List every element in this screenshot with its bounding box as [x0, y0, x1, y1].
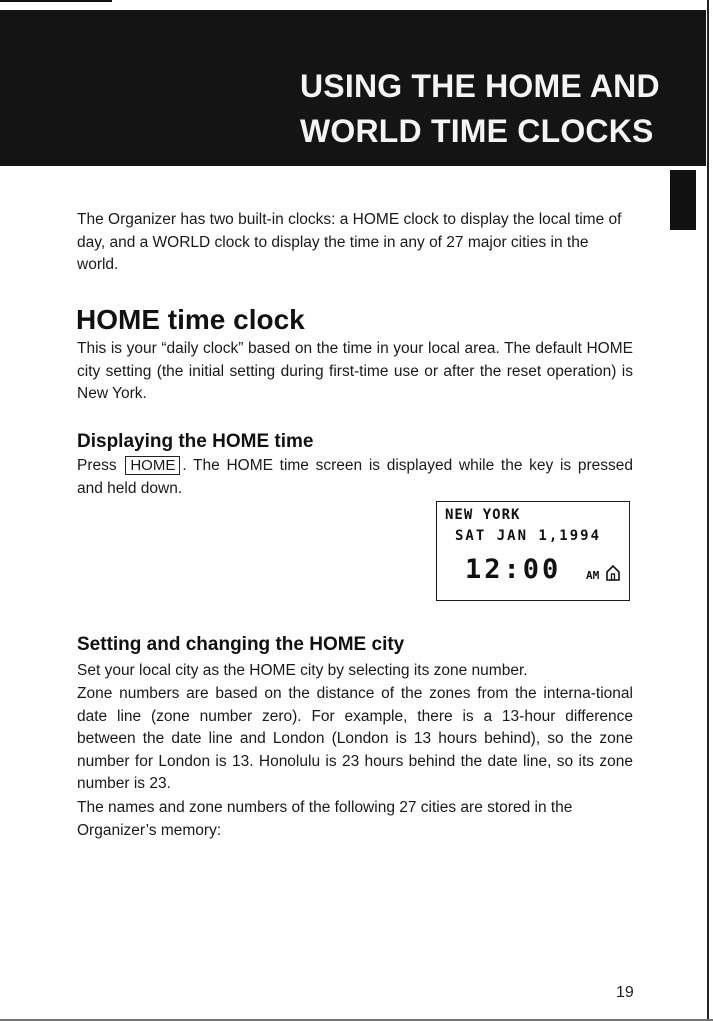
home-clock-paragraph: This is your “daily clock” based on the time in your local area. The default HOME city setting (the initial setting during first-time use or after the reset operation) is New York. [77, 340, 633, 402]
press-text: Press [77, 457, 117, 474]
home-key: HOME [125, 456, 180, 475]
section-heading-home-clock: HOME time clock [76, 304, 305, 335]
subheading-setting-home-city: Setting and changing the HOME city [77, 634, 405, 655]
setting-line-1: Set your local city as the HOME city by selecting its zone number. [77, 662, 528, 679]
lcd-date: SAT JAN 1,1994 [455, 528, 602, 544]
page-number: 19 [616, 984, 634, 1001]
lcd-city: NEW YORK [445, 507, 521, 523]
subheading-displaying-home-time: Displaying the HOME time [77, 431, 314, 452]
lcd-display-illustration [436, 501, 630, 601]
displaying-paragraph [77, 455, 633, 500]
displaying-body: . The HOME time screen is displayed while the key is pressed and held down. [77, 457, 634, 497]
chapter-banner [0, 10, 706, 166]
chapter-title: USING THE HOME AND WORLD TIME CLOCKS [300, 68, 660, 149]
home-icon [605, 564, 621, 582]
top-rule [0, 0, 112, 2]
setting-paragraph-3: The names and zone numbers of the following 27 cities are stored in the Organizer’s memory: [77, 799, 573, 839]
lcd-ampm: AM [586, 569, 600, 582]
intro-paragraph: The Organizer has two built-in clocks: a HOME clock to display the local time of day, and a WORLD clock to display the time in any of 27 major cities in the world. [77, 211, 622, 273]
chapter-side-tab [670, 170, 696, 230]
setting-paragraph-2: Zone numbers are based on the distance of the zones from the interna-tional date line (zone number zero). For example, there is a 13-hour difference between the date line and London (London is 13 hours behind), so the zone number for London is 13. Honolulu is 23 hours behind the date line, so its zone number is 23. [77, 685, 633, 792]
right-margin-rule [707, 0, 709, 1021]
lcd-time: 12:00 [465, 554, 562, 585]
